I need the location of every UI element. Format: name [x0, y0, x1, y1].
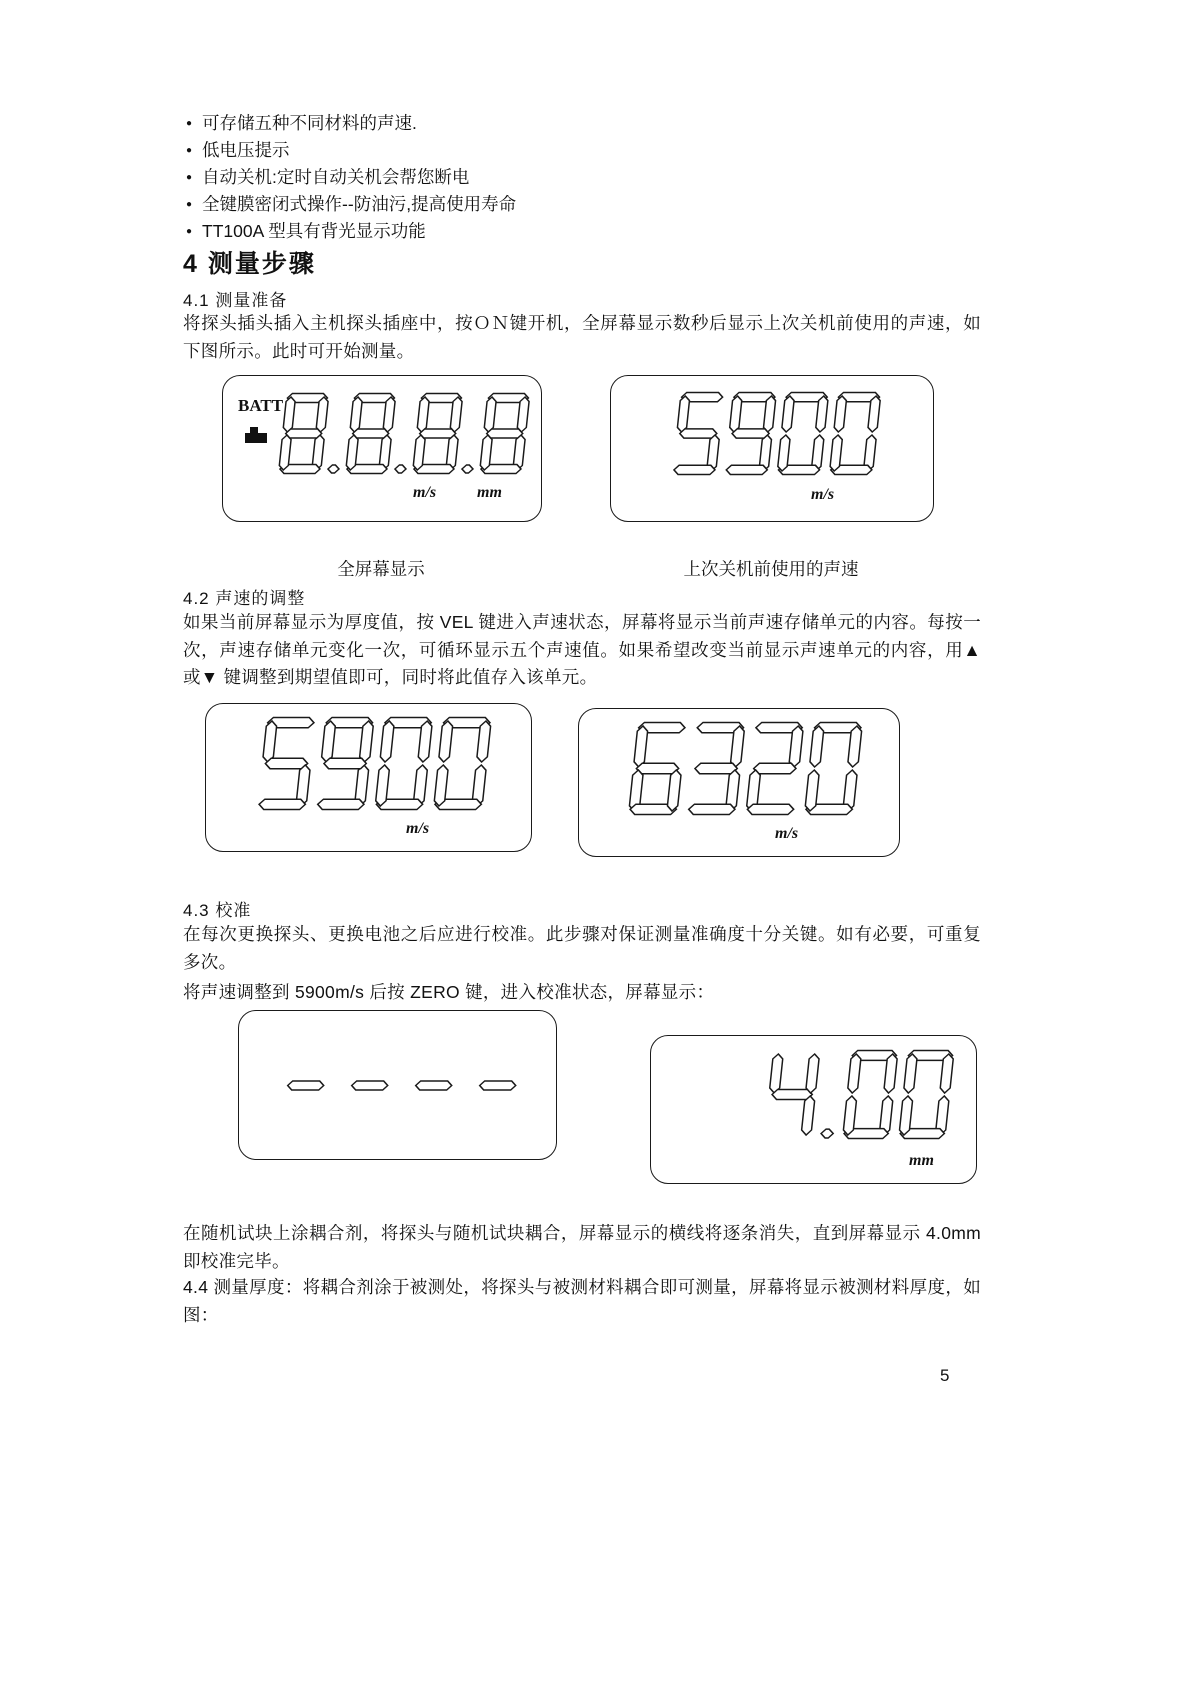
battery-icon	[245, 426, 272, 449]
feature-text: 全键膜密闭式操作--防油污,提高使用寿命	[202, 194, 517, 214]
display-caption-last-velocity: 上次关机前使用的声速	[683, 559, 859, 579]
lcd-display-last-velocity	[610, 375, 934, 522]
feature-list	[186, 110, 516, 245]
bullet-icon: ●	[186, 226, 193, 237]
lcd-display-zero-calibration	[238, 1010, 557, 1160]
feature-text: TT100A 型具有背光显示功能	[202, 221, 426, 241]
list-item	[186, 218, 516, 245]
battery-label: BATT	[238, 396, 284, 415]
paragraph-4-2: 如果当前屏幕显示为厚度值，按 VEL 键进入声速状态，屏幕将显示当前声速存储单元的内容。每按一次，声速存储单元变化一次，可循环显示五个声速值。如果希望改变当前显示声速单元的内容，用▲ 或▼ 键调整到期望值即可，同时将此值存入该单元。	[183, 612, 981, 687]
subsection-heading-4-3: 4.3 校准	[183, 901, 252, 920]
seven-segment-value	[671, 391, 883, 481]
section-title: 4 测量步骤	[183, 250, 316, 278]
unit-mm-label: mm	[477, 484, 502, 501]
bullet-icon: ●	[186, 145, 193, 156]
lcd-display-velocity-5900	[205, 703, 532, 852]
paragraph-4-3-b: 将声速调整到 5900m/s 后按 ZERO 键，进入校准状态，屏幕显示：	[183, 982, 715, 1002]
unit-ms-label: m/s	[413, 484, 437, 501]
bullet-icon: ●	[186, 172, 193, 183]
lcd-display-velocity-6320	[578, 708, 900, 857]
feature-text: 可存储五种不同材料的声速.	[202, 113, 417, 133]
bullet-icon: ●	[186, 118, 193, 129]
calibration-note: 在随机试块上涂耦合剂，将探头与随机试块耦合，屏幕显示的横线将逐条消失，直到屏幕显示 4.0mm 即校准完毕。	[183, 1223, 981, 1271]
display-caption-full-screen: 全屏幕显示	[337, 559, 425, 579]
list-item	[186, 110, 516, 137]
feature-text: 自动关机:定时自动关机会帮您断电	[202, 167, 470, 187]
subsection-heading-4-1: 4.1 测量准备	[183, 291, 288, 310]
seven-segment-value	[256, 716, 493, 816]
paragraph-4-3-a: 在每次更换探头、更换电池之后应进行校准。此步骤对保证测量准确度十分关键。如有必要，可重复多次。	[183, 924, 981, 972]
paragraph-4-1: 将探头插头插入主机探头插座中，按ＯＮ键开机，全屏幕显示数秒后显示上次关机前使用的声速，如下图所示。此时可开始测量。	[183, 313, 981, 361]
subsection-heading-4-2: 4.2 声速的调整	[183, 589, 306, 608]
page-number: 5	[940, 1366, 950, 1385]
bullet-icon: ●	[186, 199, 193, 210]
list-item	[186, 164, 516, 191]
seven-segment-value	[627, 721, 864, 821]
paragraph-4-4: 4.4 测量厚度：将耦合剂涂于被测处，将探头与被测材料耦合即可测量，屏幕将显示被测材料厚度，如图：	[183, 1277, 981, 1325]
unit-ms-label: m/s	[811, 486, 835, 503]
seven-segment-value	[277, 392, 532, 480]
seven-segment-value	[279, 1044, 525, 1132]
lcd-display-full-screen	[222, 375, 542, 522]
lcd-display-calibrated-thickness	[650, 1035, 977, 1184]
list-item	[186, 191, 516, 218]
unit-mm-label: mm	[909, 1152, 934, 1169]
unit-ms-label: m/s	[406, 820, 430, 837]
unit-ms-label: m/s	[775, 825, 799, 842]
feature-text: 低电压提示	[202, 140, 290, 160]
seven-segment-value	[763, 1049, 956, 1145]
list-item	[186, 137, 516, 164]
